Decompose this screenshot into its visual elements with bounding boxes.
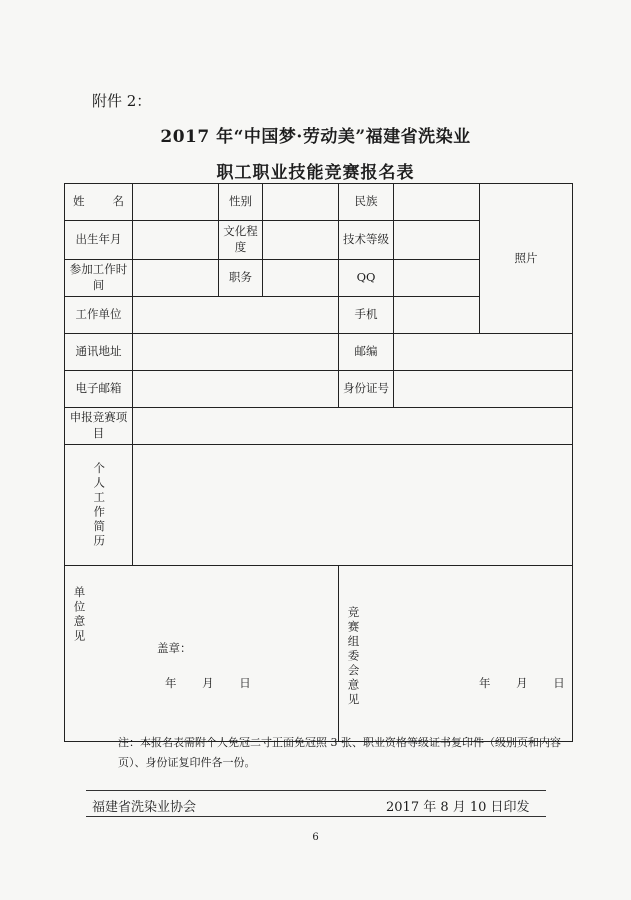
field-work-start[interactable] bbox=[133, 260, 219, 297]
label-education: 文化程度 bbox=[219, 221, 263, 260]
form-title-line2: 职工职业技能竞赛报名表 bbox=[216, 163, 415, 183]
committee-opinion-cell[interactable] bbox=[339, 566, 573, 742]
field-resume[interactable] bbox=[133, 445, 573, 566]
field-name[interactable] bbox=[133, 184, 219, 221]
label-seal: 盖章： bbox=[157, 641, 192, 655]
footer-bottom-rule bbox=[86, 816, 546, 817]
page-number: 6 bbox=[312, 832, 319, 843]
field-address[interactable] bbox=[133, 334, 339, 371]
label-name: 姓 名 bbox=[65, 184, 133, 221]
label-event: 申报竞赛项目 bbox=[65, 408, 133, 445]
field-mobile[interactable] bbox=[394, 297, 480, 334]
unit-opinion-cell[interactable] bbox=[65, 566, 339, 742]
field-gender[interactable] bbox=[263, 184, 339, 221]
field-birth-date[interactable] bbox=[133, 221, 219, 260]
label-position: 职务 bbox=[219, 260, 263, 297]
registration-form-table bbox=[64, 183, 573, 742]
field-id-number[interactable] bbox=[394, 371, 573, 408]
field-postcode[interactable] bbox=[394, 334, 573, 371]
label-unit-opinion: 单位意见 bbox=[72, 586, 87, 644]
field-position[interactable] bbox=[263, 260, 339, 297]
label-skill-level: 技术等级 bbox=[339, 221, 394, 260]
label-id-number: 身份证号 bbox=[339, 371, 394, 408]
label-employer: 工作单位 bbox=[65, 297, 133, 334]
label-gender: 性别 bbox=[219, 184, 263, 221]
field-employer[interactable] bbox=[133, 297, 339, 334]
field-qq[interactable] bbox=[394, 260, 480, 297]
field-skill-level[interactable] bbox=[394, 221, 480, 260]
label-birth-date: 出生年月 bbox=[65, 221, 133, 260]
label-work-start: 参加工作时间 bbox=[65, 260, 133, 297]
photo-box[interactable] bbox=[480, 184, 573, 334]
footer-issue-date: 2017 年 8 月 10 日印发 bbox=[386, 800, 530, 815]
label-resume: 个人工作简历 bbox=[92, 461, 107, 549]
unit-opinion-date: 年 月 日 bbox=[165, 676, 251, 690]
label-mobile: 手机 bbox=[339, 297, 394, 334]
field-email[interactable] bbox=[133, 371, 339, 408]
field-event[interactable] bbox=[133, 408, 573, 445]
label-address: 通讯地址 bbox=[65, 334, 133, 371]
label-postcode: 邮编 bbox=[339, 334, 394, 371]
field-ethnicity[interactable] bbox=[394, 184, 480, 221]
field-education[interactable] bbox=[263, 221, 339, 260]
label-ethnicity: 民族 bbox=[339, 184, 394, 221]
label-email: 电子邮箱 bbox=[65, 371, 133, 408]
committee-opinion-date: 年 月 日 bbox=[479, 676, 565, 690]
footer-top-rule bbox=[86, 790, 546, 791]
label-photo: 照片 bbox=[514, 250, 538, 265]
footer-issuer: 福建省洗染业协会 bbox=[92, 800, 197, 815]
label-qq: QQ bbox=[339, 260, 394, 297]
form-note: 注：本报名表需附个人免冠二寸正面免冠照 3 张、职业资格等级证书复印件（级别页和内容页）、身份证复印件各一份。 bbox=[118, 736, 561, 769]
form-title-line1: 2017 年“中国梦·劳动美”福建省洗染业 bbox=[160, 127, 471, 147]
attachment-label: 附件 2： bbox=[92, 92, 152, 110]
label-resume-cell bbox=[65, 445, 133, 566]
label-committee-opinion: 竞赛组委会意见 bbox=[346, 606, 361, 708]
